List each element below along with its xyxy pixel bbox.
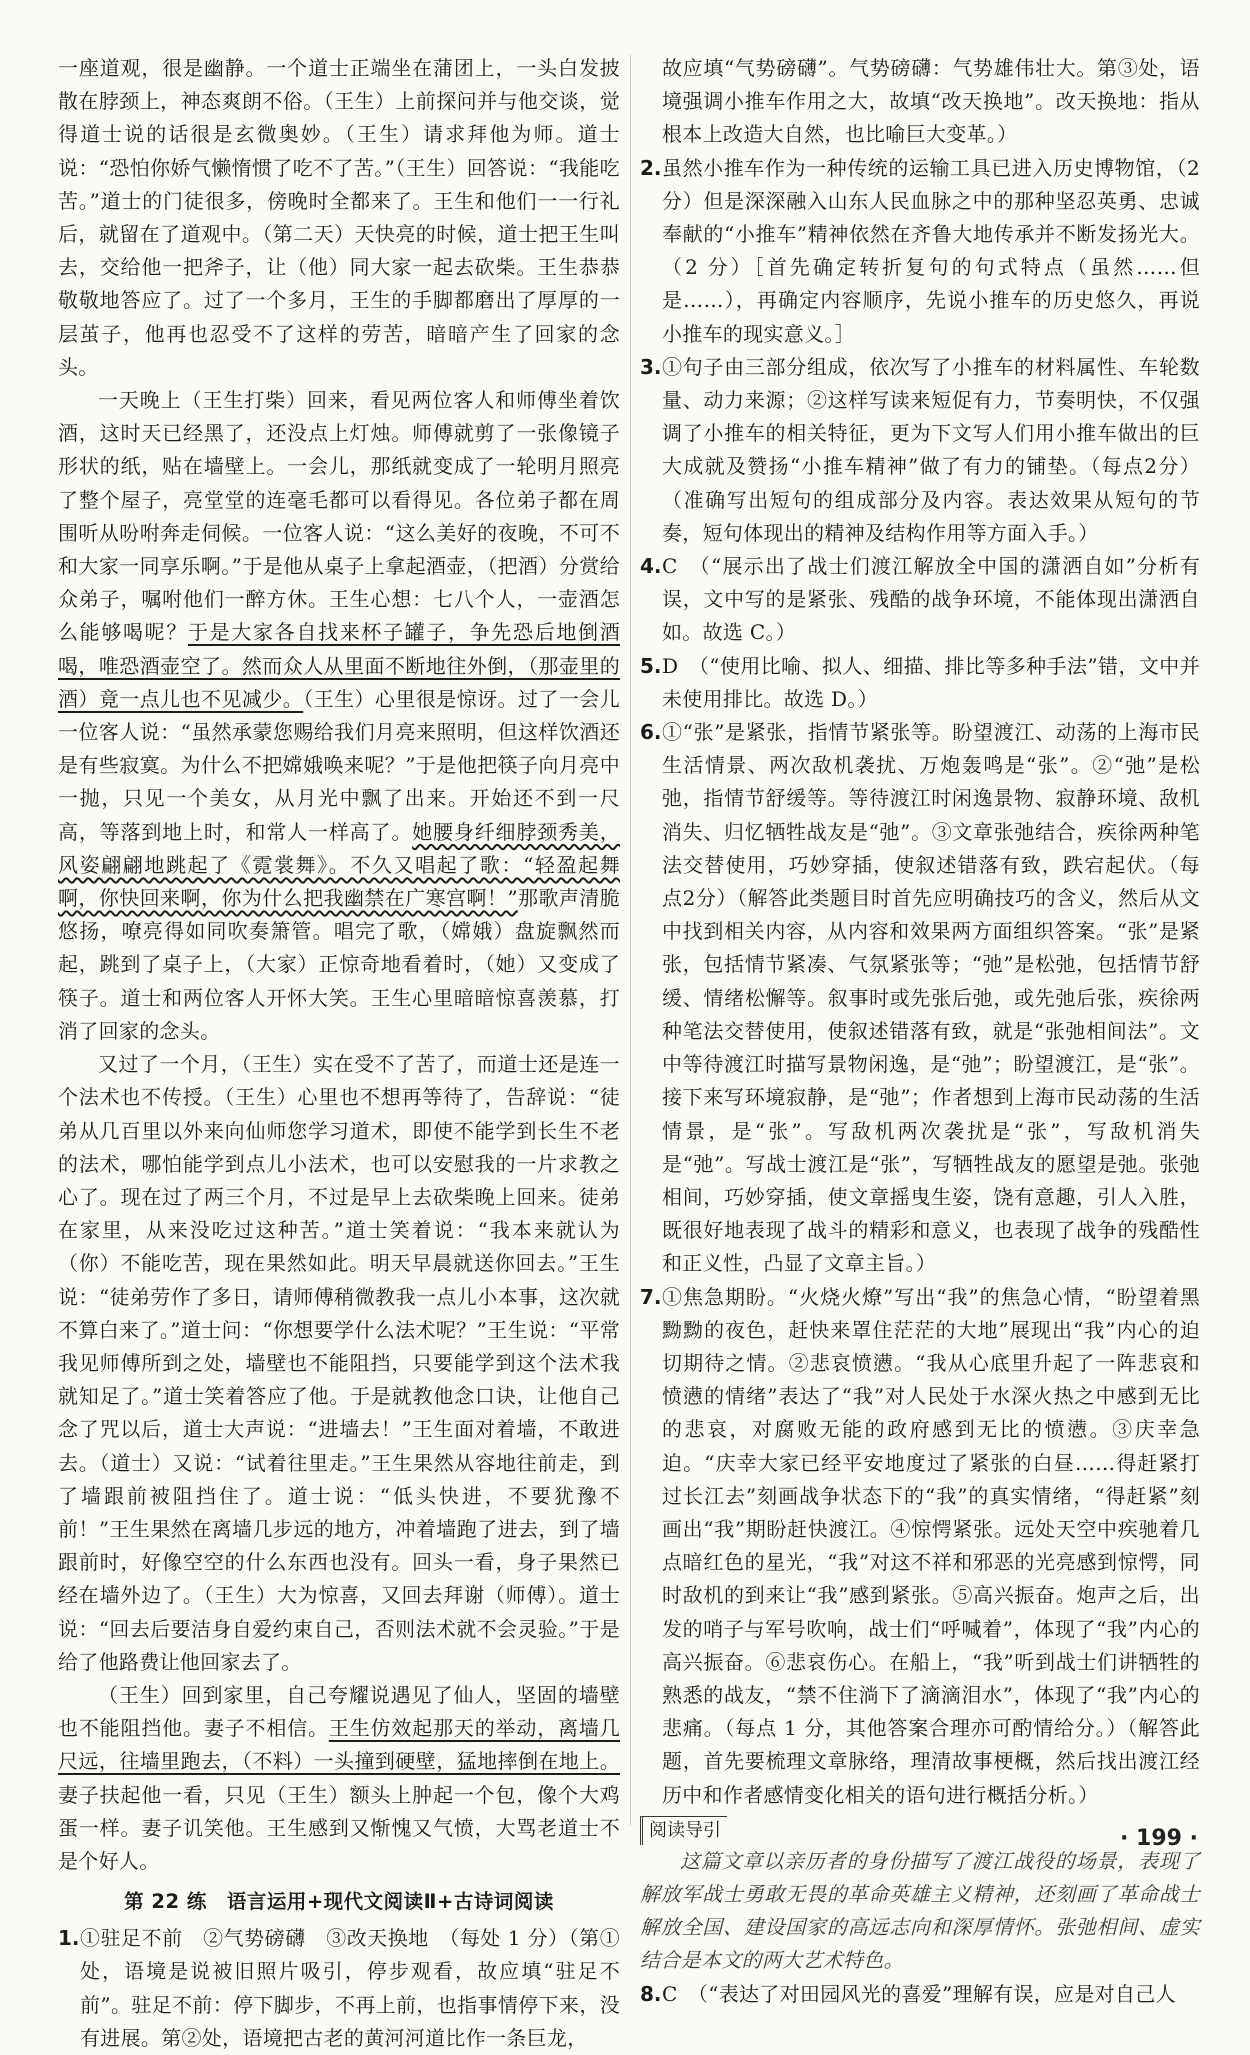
answer-5 — [640, 650, 1200, 716]
paragraph-4-text-b: 妻子扶起他一看，只见（王生）额头上肿起一个包，像个大鸡蛋一样。妻子讥笑他。王生感到又惭愧又气愤，大骂老道士不是个好人。 — [58, 1782, 620, 1873]
answer-7 — [640, 1281, 1200, 1812]
answer-2 — [640, 152, 1200, 351]
answer-number: 6. — [640, 720, 662, 745]
paragraph-4-text-a: （王生）回到家里，自己夸耀说遇见了仙人，坚固的墙壁也不能阻挡他。妻子不相信。 — [58, 1682, 620, 1741]
translation-paragraph-2 — [58, 384, 620, 1048]
answer-1 — [58, 1922, 620, 2055]
answer-text: ①焦急期盼。“火烧火燎”写出“我”的焦急心情，“盼望着黑黝黝的夜色，赶快来罩住茫茫的大地”展现出“我”内心的迫切期待之情。②悲哀愤懑。“我从心底里升起了一阵悲哀和愤懑的情绪”表达了“我”对人民处于水深火热之中感到无比的悲哀，对腐败无能的政府感到无比的愤懑。③庆幸急迫。“庆幸大家已经平安地度过了紧张的白昼……得赶紧打过长江去”刻画战争状态下的“我”的真实情绪，“得赶紧”刻画出“我”期盼赶快渡江。④惊愕紧张。远处天空中疾驰着几点暗红色的星光，“我”对这不祥和邪恶的光亮感到惊愕，同时敌机的到来让“我”感到紧张。⑤高兴振奋。炮声之后，出发的哨子与军号吹响，战士们“呼喊着”，体现了“我”内心的高兴振奋。⑥悲哀伤心。在船上，“我”听到战士们讲牺牲的熟悉的战友，“禁不住淌下了滴滴泪水”，体现了“我”内心的悲痛。（每点 1 分，其他答案合理亦可酌情给分。）（解答此题，首先要梳理文章脉络，理清故事梗概，然后找出渡江经历中和作者感情变化相关的语句进行概括分析。） — [662, 1284, 1200, 1807]
answer-text: 虽然小推车作为一种传统的运输工具已进入历史博物馆，（2 分）但是深深融入山东人民血脉之中的那种坚忍英勇、忠诚奉献的“小推车”精神依然在齐鲁大地传承并不断发扬光大。（2 分）［首先确定转折复句的句式特点（虽然……但是……），再确定内容顺序，先说小推车的历史悠久，再说小推车的现实意义。］ — [662, 155, 1200, 346]
answer-text: C （“表达了对田园风光的喜爱”理解有误，应是对自己人 — [662, 1981, 1176, 2006]
answer-text: ①“张”是紧张，指情节紧张等。盼望渡江、动荡的上海市民生活情景、两次敌机袭扰、万炮轰鸣是“张”。②“弛”是松弛，指情节舒缓等。等待渡江时闲逸景物、寂静环境、敌机消失、归忆牺牲战友是“弛”。③文章张弛结合，疾徐两种笔法交替使用，巧妙穿插，使叙述错落有致，跌宕起伏。（每点2分）（解答此类题目时首先应明确技巧的含义，然后从文中找到相关内容，从内容和效果两方面组织答案。“张”是紧张，包括情节紧凑、气氛紧张等；“弛”是松弛，包括情节舒缓、情绪松懈等。叙事时或先张后弛，或先弛后张，疾徐两种笔法交替使用，使叙述错落有致，就是“张弛相间法”。文中等待渡江时描写景物闲逸，是“弛”；盼望渡江，是“张”。接下来写环境寂静，是“弛”；作者想到上海市民动荡的生活情景，是“张”。写敌机两次袭扰是“张”，写敌机消失是“弛”。写战士渡江是“张”，写牺牲战友的愿望是弛。张弛相间，巧妙穿插，使文章摇曳生姿，饶有意趣，引人入胜，既很好地表现了战斗的精彩和意义，也表现了战争的残酷性和正义性，凸显了文章主旨。） — [662, 720, 1200, 1276]
underlined-sentence-wall: 王生仿效起那天的举动，离墙几尺远，往墙里跑去，（不料）一头撞到硬壁，猛地摔倒在地上。 — [58, 1716, 621, 1774]
answer-text: C （“展示出了战士们渡江解放全中国的潇洒自如”分析有误，文中写的是紧张、残酷的战争环境，不能体现出潇洒自如。故选 C。） — [662, 554, 1200, 645]
reading-guide-title: 阅读导引 — [640, 1816, 727, 1845]
page-number: · 199 · — [1120, 1826, 1198, 1851]
paragraph-2-text-b: （王生）心里很是惊讶。过了一会儿一位客人说：“虽然承蒙您赐给我们月亮来照明，但这样饮酒还是有些寂寞。为什么不把嫦娥唤来呢？”于是他把筷子向月亮中一抛，只见一个美女，从月光中飘了出来。开始还不到一尺高，等落到地上时，和常人一样高了。 — [58, 686, 620, 844]
reading-guide-text: 这篇文章以亲历者的身份描写了渡江战役的场景，表现了解放军战士勇敢无畏的革命英雄主义精神，还刻画了革命战士解放全国、建设国家的高远志向和深厚情怀。张弛相间、虚实结合是本文的两大艺术特色。 — [640, 1848, 1200, 1973]
answer-number: 1. — [58, 1926, 80, 1951]
answer-number: 8. — [640, 1981, 662, 2006]
answer-6 — [640, 716, 1200, 1280]
right-column — [640, 52, 1200, 2011]
paragraph-2-text-c: 那歌声清脆悠扬，嘹亮得如同吹奏箫管。唱完了歌，（嫦娥）盘旋飘然而起，跳到了桌子上，（大家）正惊奇地看着时，（她）又变成了筷子。道士和两位客人开怀大笑。王生心里暗暗惊喜羡慕，打消了回家的念头。 — [58, 886, 620, 1043]
answer-4 — [640, 550, 1200, 650]
answer-number: 3. — [640, 354, 662, 379]
answer-8 — [640, 1978, 1200, 2011]
paragraph-2-text-a: 一天晚上（王生打柴）回来，看见两位客人和师傅坐着饮酒，这时天已经黑了，还没点上灯烛。师傅就剪了一张像镜子形状的纸，贴在墙壁上。一会儿，那纸就变成了一轮明月照亮了整个屋子，亮堂堂的连毫毛都可以看得见。各位弟子都在周围听从吩咐奔走伺候。一位客人说：“这么美好的夜晚，不可不和大家一同享乐啊。”于是他从桌子上拿起酒壶，（把酒）分赏给众弟子，嘱咐他们一醉方休。王生心想：七八个人，一壶酒怎么能够喝呢？ — [58, 388, 620, 645]
answer-text: D （“使用比喻、拟人、细描、排比等多种手法”错，文中并未使用排比。故选 D。） — [662, 653, 1200, 711]
section-heading: 第 22 练 语言运用+现代文阅读Ⅱ+古诗词阅读 — [124, 1890, 554, 1914]
answer-1-continued: 故应填“气势磅礴”。气势磅礴：气势雄伟壮大。第③处，语境强调小推车作用之大，故填“改天换地”。改天换地：指从根本上改造大自然，也比喻巨大变革。） — [662, 56, 1200, 147]
translation-paragraph-4 — [58, 1679, 620, 1878]
translation-paragraph-1: 一座道观，很是幽静。一个道士正端坐在蒲团上，一头白发披散在脖颈上，神态爽朗不俗。（王生）上前探问并与他交谈，觉得道士说的话很是玄微奥妙。（王生）请求拜他为师。道士说：“恐怕你娇气懒惰惯了吃不了苦。”（王生）回答说：“我能吃苦。”道士的门徒很多，傍晚时全都来了。王生和他们一一行礼后，就留在了道观中。（第二天）天快亮的时候，道士把王生叫去，交给他一把斧子，让（他）同大家一起去砍柴。王生恭恭敬敬地答应了。过了一个多月，王生的手脚都磨出了厚厚的一层茧子，他再也忍受不了这样的劳苦，暗暗产生了回家的念头。 — [58, 56, 620, 379]
answer-number: 2. — [640, 155, 662, 180]
answer-text: ①句子由三部分组成，依次写了小推车的材料属性、车轮数量、动力来源；②这样写读来短促有力，节奏明快，不仅强调了小推车的相关特征，更为下文写人们用小推车做出的巨大成就及赞扬“小推车精神”做了有力的铺垫。（每点2分）（准确写出短句的组成部分及内容。表达效果从短句的节奏，短句体现出的精神及结构作用等方面入手。） — [662, 354, 1200, 545]
answer-number: 7. — [640, 1284, 662, 1309]
answer-number: 5. — [640, 653, 662, 678]
left-column — [58, 52, 620, 2055]
wavy-underlined-sentence-dance: 她腰身纤细脖颈秀美，风姿翩翩地跳起了《霓裳舞》。不久又唱起了歌：“轻盈起舞啊，你快回来啊，你为什么把我幽禁在广寒宫啊！” — [58, 819, 620, 911]
answer-text: ①驻足不前 ②气势磅礴 ③改天换地 （每处 1 分）（第①处，语境是说被旧照片吸引，停步观看，故应填“驻足不前”。驻足不前：停下脚步，不再上前，也指事情停下来，没有进展。第②处，语境把古老的黄河河道比作一条巨龙， — [80, 1926, 620, 2050]
translation-paragraph-3: 又过了一个月，（王生）实在受不了苦了，而道士还是连一个法术也不传授。（王生）心里也不想再等待了，告辞说：“徒弟从几百里以外来向仙师您学习道术，即使不能学到长生不老的法术，哪怕能学到点儿小法术，也可以安慰我的一片求教之心了。现在过了两三个月，不过是早上去砍柴晚上回来。徒弟在家里，从来没吃过这种苦。”道士笑着说：“我本来就认为（你）不能吃苦，现在果然如此。明天早晨就送你回去。”王生说：“徒弟劳作了多日，请师傅稍微教我一点儿小本事，这次就不算白来了。”道士问：“你想要学什么法术呢？”王生说：“平常我见师傅所到之处，墙壁也不能阻挡，只要能学到这个法术我就知足了。”道士笑着答应了他。于是就教他念口诀，让他自己念了咒以后，道士大声说：“进墙去！”王生面对着墙，不敢进去。（道士）又说：“试着往里走。”王生果然从容地往前走，到了墙跟前被阻挡住了。道士说：“低头快进，不要犹豫不前！”王生果然在离墙几步远的地方，冲着墙跑了进去，到了墙跟前时，好像空空的什么东西也没有。回头一看，身子果然已经在墙外边了。（王生）大为惊喜，又回去拜谢（师傅）。道士说：“回去后要洁身自爱约束自己，否则法术就不会灵验。”于是给了他路费让他回家去了。 — [58, 1052, 620, 1674]
column-divider — [630, 55, 631, 1825]
underlined-sentence-wine: 于是大家各自找来杯子罐子，争先恐后地倒酒喝，唯恐酒壶空了。然而众人从里面不断地往外倒，（那壶里的酒）竟一点儿也不见减少。 — [58, 620, 620, 711]
answer-number: 4. — [640, 554, 662, 579]
answer-3 — [640, 351, 1200, 550]
